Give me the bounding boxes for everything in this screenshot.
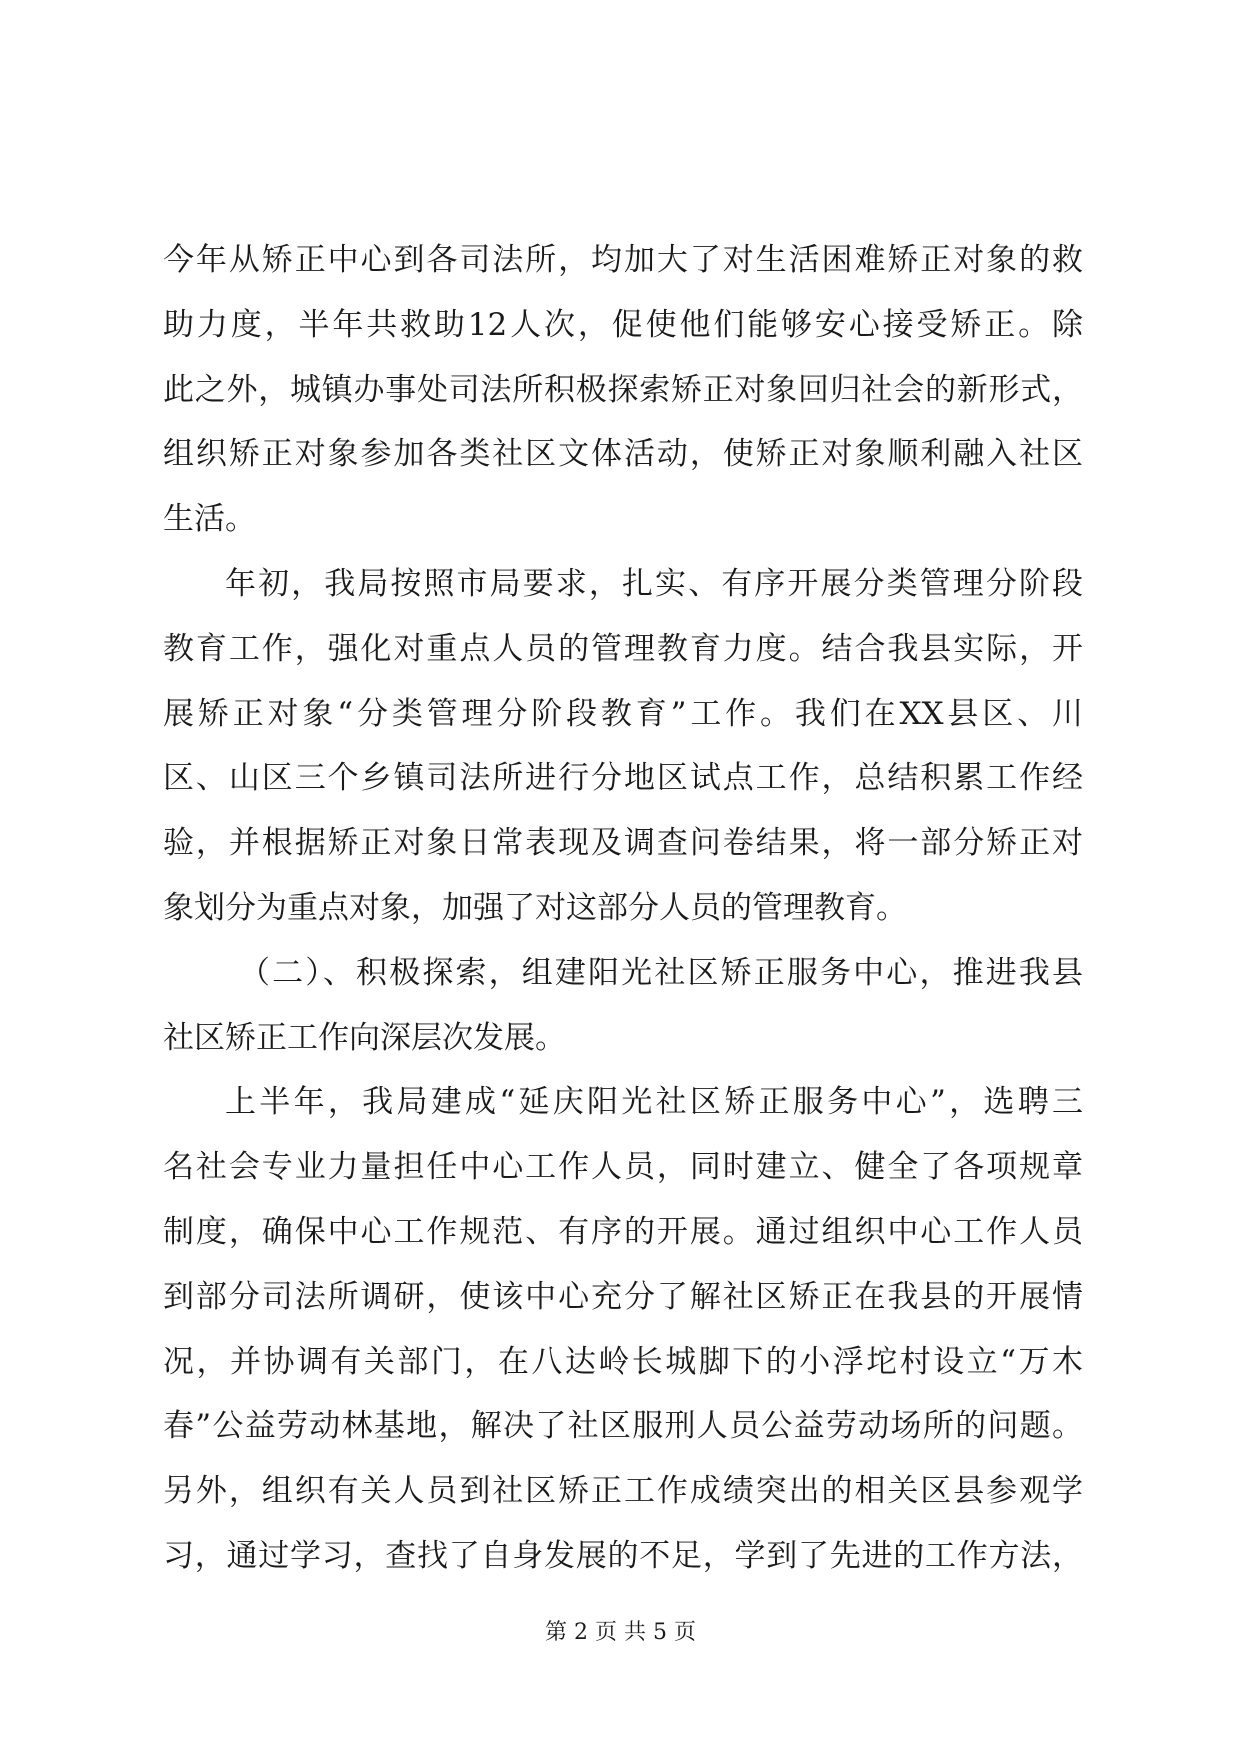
page-number-footer: 第 2 页 共 5 页 [545,1620,696,1645]
paragraph-line: 象划分为重点对象，加强了对这部分人员的管理教育。 [163,889,907,926]
paragraph-line: 区、山区三个乡镇司法所进行分地区试点工作，总结积累工作经 [163,760,1083,797]
paragraph-line: 组织矫正对象参加各类社区文体活动，使矫正对象顺利融入社区 [163,436,1083,473]
paragraph-line: 验，并根据矫正对象日常表现及调查问卷结果，将一部分矫正对 [163,825,1083,862]
paragraph-line: 展矫正对象“分类管理分阶段教育”工作。我们在XX县区、川 [163,695,1083,732]
paragraph-line: 教育工作，强化对重点人员的管理教育力度。结合我县实际，开 [163,630,1083,667]
paragraph-line: 春”公益劳动林基地，解决了社区服刑人员公益劳动场所的问题。 [163,1408,1083,1445]
document-body [163,228,1083,1589]
paragraph-line: 上半年，我局建成“延庆阳光社区矫正服务中心”，选聘三 [225,1084,1083,1121]
section-heading-line: （二）、积极探索，组建阳光社区矫正服务中心，推进我县 [239,954,1083,991]
paragraph-line: 助力度，半年共救助12人次，促使他们能够安心接受矫正。除 [163,306,1083,343]
paragraph-line: 况，并协调有关部门，在八达岭长城脚下的小浮坨村设立“万木 [163,1343,1083,1380]
paragraph-line: 名社会专业力量担任中心工作人员，同时建立、健全了各项规章 [163,1149,1083,1186]
paragraph-line: 生活。 [163,501,256,538]
paragraph-line: 此之外，城镇办事处司法所积极探索矫正对象回归社会的新形式， [163,371,1083,408]
paragraph-line: 制度，确保中心工作规范、有序的开展。通过组织中心工作人员 [163,1213,1083,1250]
paragraph-line: 年初，我局按照市局要求，扎实、有序开展分类管理分阶段 [225,565,1083,602]
paragraph-line: 到部分司法所调研，使该中心充分了解社区矫正在我县的开展情 [163,1278,1083,1315]
paragraph-line: 另外，组织有关人员到社区矫正工作成绩突出的相关区县参观学 [163,1473,1083,1510]
paragraph-line: 习，通过学习，查找了自身发展的不足，学到了先进的工作方法， [163,1537,1083,1574]
paragraph-line: 今年从矫正中心到各司法所，均加大了对生活困难矫正对象的救 [163,242,1083,278]
section-heading-line: 社区矫正工作向深层次发展。 [163,1019,566,1056]
